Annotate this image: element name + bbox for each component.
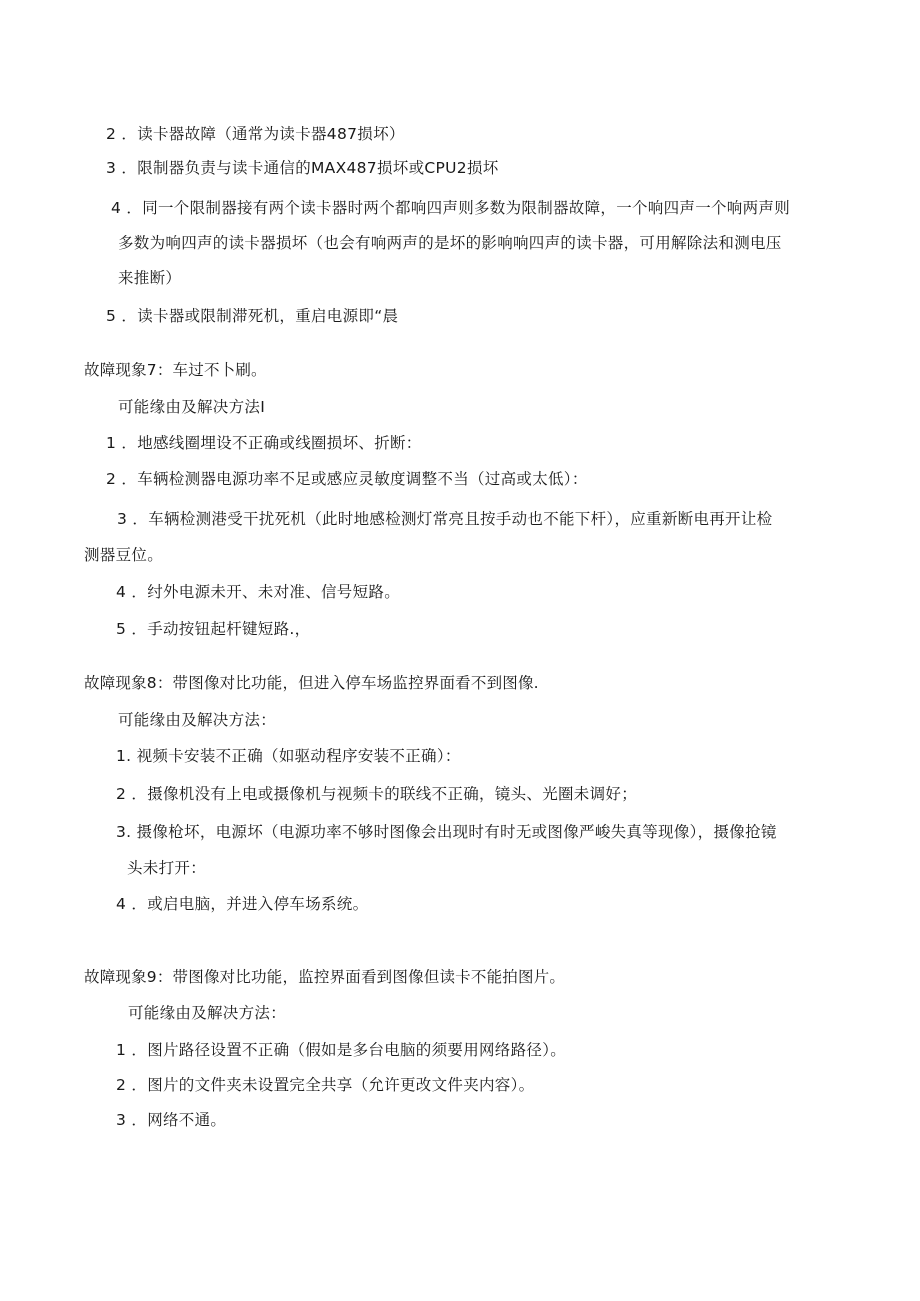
list-item: 1. 视频卡安装不正确（如驱动程序安装不正确）： <box>116 747 461 765</box>
section-heading: 故障现象8：带图像对比功能，但进入停车场监控界面看不到图像. <box>84 674 539 692</box>
list-item: 4 ．同一个限制器接有两个读卡器时两个都响四声则多数为限制器故障，一个响四声一个响两声则 <box>111 199 790 217</box>
list-item: 5 ．读卡器或限制滞死机，重启电源即“晨 <box>106 307 399 325</box>
list-item: 3 ．网络不通。 <box>116 1111 227 1129</box>
list-item: 5 ．手动按钮起杆键短路.， <box>116 620 311 638</box>
list-item-continuation: 多数为响四声的读卡器损坏（也会有响两声的是坏的影响响四声的读卡器，可用解除法和测电压 <box>118 234 782 252</box>
list-item: 2 ．车辆检测器电源功率不足或感应灵敏度调整不当（过高或太低）： <box>106 470 588 488</box>
list-item: 3 ．车辆检测港受干扰死机（此时地感检测灯常亮且按手动也不能下杆），应重新断电再开让检 <box>117 510 773 528</box>
list-item: 3. 摄像枪坏，电源坏（电源功率不够时图像会出现时有时无或图像严峻失真等现像），摄像抢镜 <box>116 823 777 841</box>
list-item: 1 ．地感线圈埋设不正确或线圈损坏、折断： <box>106 434 422 452</box>
section-intro: 可能缘由及解决方法I <box>118 398 266 416</box>
section-intro: 可能缘由及解决方法： <box>118 711 277 729</box>
section-heading: 故障现象9：带图像对比功能，监控界面看到图像但读卡不能拍图片。 <box>84 968 566 986</box>
list-item: 2 ．图片的文件夹未设置完全共享（允许更改文件夹内容）。 <box>116 1076 535 1094</box>
list-item-continuation: 测器豆位。 <box>84 546 164 564</box>
list-item: 2 ．摄像机没有上电或摄像机与视频卡的联线不正确，镜头、光圈未调好； <box>116 785 637 803</box>
list-item-continuation: 头未打开： <box>127 859 207 877</box>
list-item: 1 ．图片路径设置不正确（假如是多台电脑的须要用网络路径）。 <box>116 1041 567 1059</box>
list-item: 2 ．读卡器故障（通常为读卡器487损坏） <box>106 125 405 143</box>
list-item: 4 ．或启电脑，并进入停车场系统。 <box>116 895 369 913</box>
section-heading: 故障现象7：车过不卜刷。 <box>84 361 267 379</box>
list-item-continuation: 来推断） <box>118 269 182 287</box>
list-item: 3 ．限制器负责与读卡通信的MAX487损坏或CPU2损坏 <box>106 159 499 177</box>
list-item: 4 ．纣外电源未开、未对准、信号短路。 <box>116 583 400 601</box>
section-intro: 可能缘由及解决方法： <box>128 1004 287 1022</box>
